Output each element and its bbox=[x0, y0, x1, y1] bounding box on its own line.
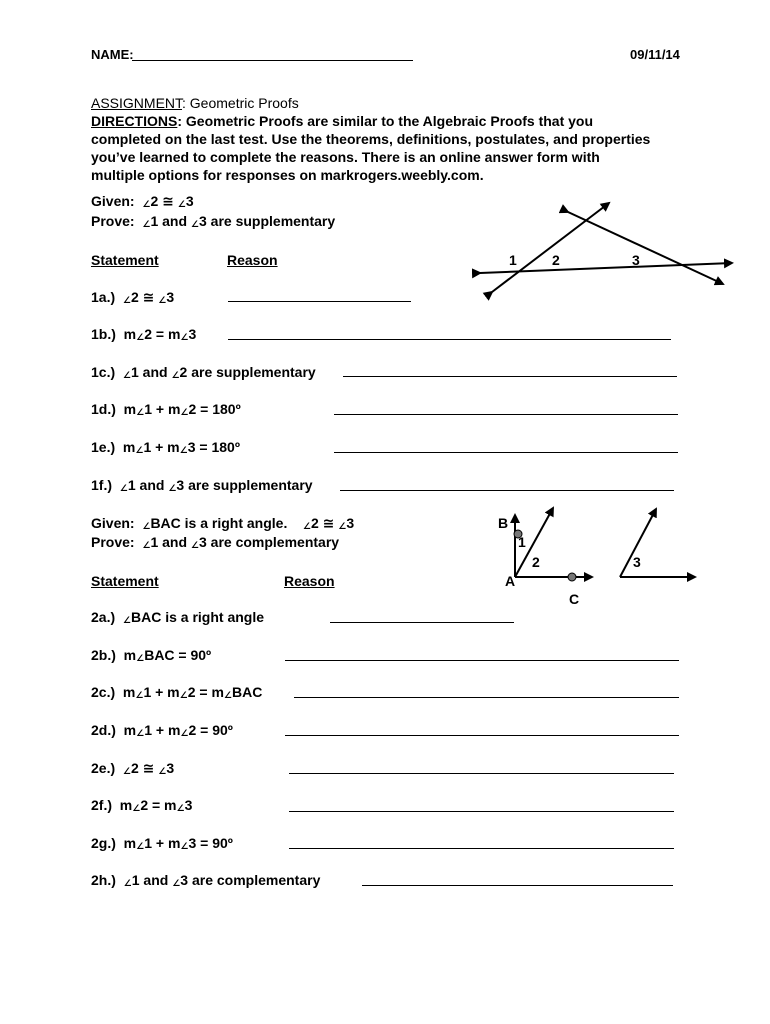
angle-icon: ∠ bbox=[177, 199, 186, 209]
statement-1e bbox=[91, 439, 240, 455]
stmt-part: m bbox=[122, 439, 136, 455]
statement-1a bbox=[91, 289, 174, 306]
angle-icon: ∠ bbox=[172, 878, 181, 888]
name-input-line[interactable] bbox=[132, 60, 413, 61]
angle-icon: ∠ bbox=[142, 199, 151, 209]
row-id: 1d.) bbox=[91, 401, 116, 417]
given-part: 3 bbox=[185, 193, 194, 209]
stmt-part: 3 = 90º bbox=[188, 835, 233, 851]
stmt-part: 2 are supplementary bbox=[179, 364, 316, 380]
stmt-part: 3 bbox=[166, 289, 175, 305]
stmt-part: 2 ≅ bbox=[130, 289, 159, 305]
prove-part: 1 and bbox=[150, 213, 188, 229]
row-id: 2g.) bbox=[91, 835, 116, 851]
reason-input-2h[interactable] bbox=[362, 885, 673, 886]
angle-icon: ∠ bbox=[338, 521, 347, 531]
angle-icon: ∠ bbox=[142, 219, 151, 229]
proof1-figure bbox=[470, 195, 750, 305]
given-label: Given: bbox=[91, 515, 135, 531]
proof2-reason-header: Reason bbox=[284, 573, 335, 589]
statement-1f bbox=[91, 477, 313, 493]
statement-2e bbox=[91, 760, 174, 777]
given-part: BAC is a right angle. bbox=[150, 515, 288, 531]
proof1-given bbox=[91, 193, 194, 210]
proof2-figure bbox=[490, 505, 705, 610]
label-angle-2: 2 bbox=[532, 554, 540, 570]
row-id: 2h.) bbox=[91, 872, 116, 888]
stmt-part: 1 + m bbox=[143, 439, 180, 455]
label-angle-3: 3 bbox=[633, 554, 641, 570]
angle-icon: ∠ bbox=[176, 803, 185, 813]
point-c bbox=[568, 573, 576, 581]
stmt-part: 3 are complementary bbox=[180, 872, 321, 888]
reason-input-2g[interactable] bbox=[289, 848, 674, 849]
stmt-part: 1 and bbox=[127, 477, 169, 493]
angle-icon: ∠ bbox=[122, 370, 131, 380]
right-line bbox=[568, 212, 723, 284]
stmt-part: m bbox=[123, 722, 137, 738]
stmt-part: 3 = 180º bbox=[187, 439, 240, 455]
statement-2f bbox=[91, 797, 192, 813]
reason-input-2f[interactable] bbox=[289, 811, 674, 812]
row-id: 2b.) bbox=[91, 647, 116, 663]
reason-input-1f[interactable] bbox=[340, 490, 674, 491]
stmt-part: 2 = m bbox=[144, 326, 181, 342]
angle-icon: ∠ bbox=[142, 540, 151, 550]
angle-icon: ∠ bbox=[158, 295, 167, 305]
given-part: 2 ≅ bbox=[311, 515, 335, 531]
label-a: A bbox=[505, 573, 516, 589]
stmt-part: 1 and bbox=[131, 872, 173, 888]
name-label: NAME: bbox=[91, 47, 134, 62]
stmt-part: m bbox=[123, 326, 137, 342]
angle-icon: ∠ bbox=[123, 878, 132, 888]
angle-icon: ∠ bbox=[158, 766, 167, 776]
reason-input-2d[interactable] bbox=[285, 735, 679, 736]
row-id: 2d.) bbox=[91, 722, 116, 738]
angle-icon: ∠ bbox=[179, 445, 188, 455]
statement-2d bbox=[91, 722, 233, 738]
stmt-part: 1 + m bbox=[144, 835, 181, 851]
label-angle-1: 1 bbox=[518, 534, 526, 550]
angle-icon: ∠ bbox=[136, 332, 145, 342]
stmt-part: 2 = m bbox=[140, 797, 177, 813]
directions-text: : Geometric Proofs are similar to the Algebraic Proofs that you completed on the last test. Use the theorems, definitions, postulates, and properties you’ve learned to complete the reasons. There is an online answer form with multiple options for responses on markrogers.weebly.com. bbox=[91, 113, 651, 183]
angle-icon: ∠ bbox=[180, 841, 189, 851]
stmt-part: 3 bbox=[184, 797, 193, 813]
prove-part: 3 are complementary bbox=[198, 534, 340, 550]
statement-1d bbox=[91, 401, 241, 417]
directions-label: DIRECTIONS bbox=[91, 113, 178, 129]
reason-input-1d[interactable] bbox=[334, 414, 678, 415]
prove-part: 1 and bbox=[150, 534, 188, 550]
stmt-part: 2 = 180º bbox=[188, 401, 241, 417]
angle-label-3: 3 bbox=[632, 252, 640, 268]
stmt-part: 2 = m bbox=[187, 684, 224, 700]
given-part: 3 bbox=[346, 515, 355, 531]
assignment-title: : Geometric Proofs bbox=[182, 95, 299, 111]
stmt-part: BAC bbox=[232, 684, 263, 700]
statement-2b bbox=[91, 647, 211, 663]
stmt-part: m bbox=[122, 684, 136, 700]
angle-icon: ∠ bbox=[168, 483, 177, 493]
angle-icon: ∠ bbox=[190, 219, 199, 229]
angle-icon: ∠ bbox=[136, 407, 145, 417]
statement-2h bbox=[91, 872, 320, 888]
left-line bbox=[492, 203, 609, 292]
row-id: 1a.) bbox=[91, 289, 116, 305]
angle-icon: ∠ bbox=[136, 728, 145, 738]
reason-input-2e[interactable] bbox=[289, 773, 674, 774]
stmt-part: m bbox=[123, 401, 137, 417]
reason-input-2b[interactable] bbox=[285, 660, 679, 661]
reason-input-2c[interactable] bbox=[294, 697, 679, 698]
reason-input-1b[interactable] bbox=[228, 339, 671, 340]
angle-icon: ∠ bbox=[122, 295, 131, 305]
row-id: 2f.) bbox=[91, 797, 112, 813]
reason-input-1c[interactable] bbox=[343, 376, 677, 377]
angle-icon: ∠ bbox=[180, 407, 189, 417]
stmt-part: 3 bbox=[166, 760, 175, 776]
stmt-part: m bbox=[119, 797, 133, 813]
angle-icon: ∠ bbox=[136, 653, 145, 663]
assignment-heading bbox=[91, 94, 651, 112]
stmt-part: 1 + m bbox=[144, 401, 181, 417]
reason-input-1a[interactable] bbox=[228, 301, 411, 302]
angle-icon: ∠ bbox=[132, 803, 141, 813]
angle-icon: ∠ bbox=[142, 521, 151, 531]
angle-icon: ∠ bbox=[180, 728, 189, 738]
proof2-given bbox=[91, 515, 354, 532]
statement-1c bbox=[91, 364, 316, 380]
label-b: B bbox=[498, 515, 509, 531]
reason-input-1e[interactable] bbox=[334, 452, 678, 453]
stmt-part: 3 bbox=[188, 326, 197, 342]
stmt-part: BAC is a right angle bbox=[130, 609, 265, 625]
stmt-part: BAC = 90º bbox=[144, 647, 212, 663]
statement-1b bbox=[91, 326, 196, 342]
angle-label-2: 2 bbox=[552, 252, 560, 268]
given-label: Given: bbox=[91, 193, 135, 209]
angle-icon: ∠ bbox=[122, 615, 131, 625]
angle-icon: ∠ bbox=[223, 690, 232, 700]
stmt-part: 1 and bbox=[130, 364, 172, 380]
row-id: 1c.) bbox=[91, 364, 116, 380]
angle-icon: ∠ bbox=[135, 690, 144, 700]
proof2-statement-header: Statement bbox=[91, 573, 159, 589]
given-part: 2 ≅ bbox=[150, 193, 174, 209]
proof1-reason-header: Reason bbox=[227, 252, 278, 268]
proof2-prove bbox=[91, 534, 339, 550]
angle-label-1: 1 bbox=[509, 252, 517, 268]
row-id: 1f.) bbox=[91, 477, 112, 493]
label-c: C bbox=[569, 591, 580, 607]
date-text: 09/11/14 bbox=[630, 47, 680, 62]
stmt-part: m bbox=[123, 835, 137, 851]
statement-2c bbox=[91, 684, 262, 700]
angle-icon: ∠ bbox=[171, 370, 180, 380]
stmt-part: m bbox=[123, 647, 137, 663]
angle-icon: ∠ bbox=[180, 332, 189, 342]
row-id: 2a.) bbox=[91, 609, 116, 625]
assignment-label: ASSIGNMENT bbox=[91, 95, 183, 111]
angle-icon: ∠ bbox=[302, 521, 311, 531]
row-id: 1e.) bbox=[91, 439, 116, 455]
row-id: 2c.) bbox=[91, 684, 116, 700]
angle-icon: ∠ bbox=[136, 841, 145, 851]
stmt-part: 1 + m bbox=[143, 684, 180, 700]
angle-icon: ∠ bbox=[122, 766, 131, 776]
stmt-part: 3 are supplementary bbox=[176, 477, 313, 493]
stmt-part: 2 = 90º bbox=[188, 722, 233, 738]
row-id: 2e.) bbox=[91, 760, 116, 776]
proof1-prove bbox=[91, 213, 335, 229]
angle-icon: ∠ bbox=[190, 540, 199, 550]
reason-input-2a[interactable] bbox=[330, 622, 514, 623]
angle-icon: ∠ bbox=[119, 483, 128, 493]
prove-part: 3 are supplementary bbox=[198, 213, 336, 229]
stmt-part: 2 ≅ bbox=[130, 760, 159, 776]
stmt-part: 1 + m bbox=[144, 722, 181, 738]
statement-2g bbox=[91, 835, 233, 851]
row-id: 1b.) bbox=[91, 326, 116, 342]
statement-2a bbox=[91, 609, 264, 625]
angle-icon: ∠ bbox=[135, 445, 144, 455]
proof1-statement-header: Statement bbox=[91, 252, 159, 268]
angle-icon: ∠ bbox=[179, 690, 188, 700]
prove-label: Prove: bbox=[91, 534, 135, 550]
directions-paragraph bbox=[91, 112, 651, 184]
prove-label: Prove: bbox=[91, 213, 135, 229]
